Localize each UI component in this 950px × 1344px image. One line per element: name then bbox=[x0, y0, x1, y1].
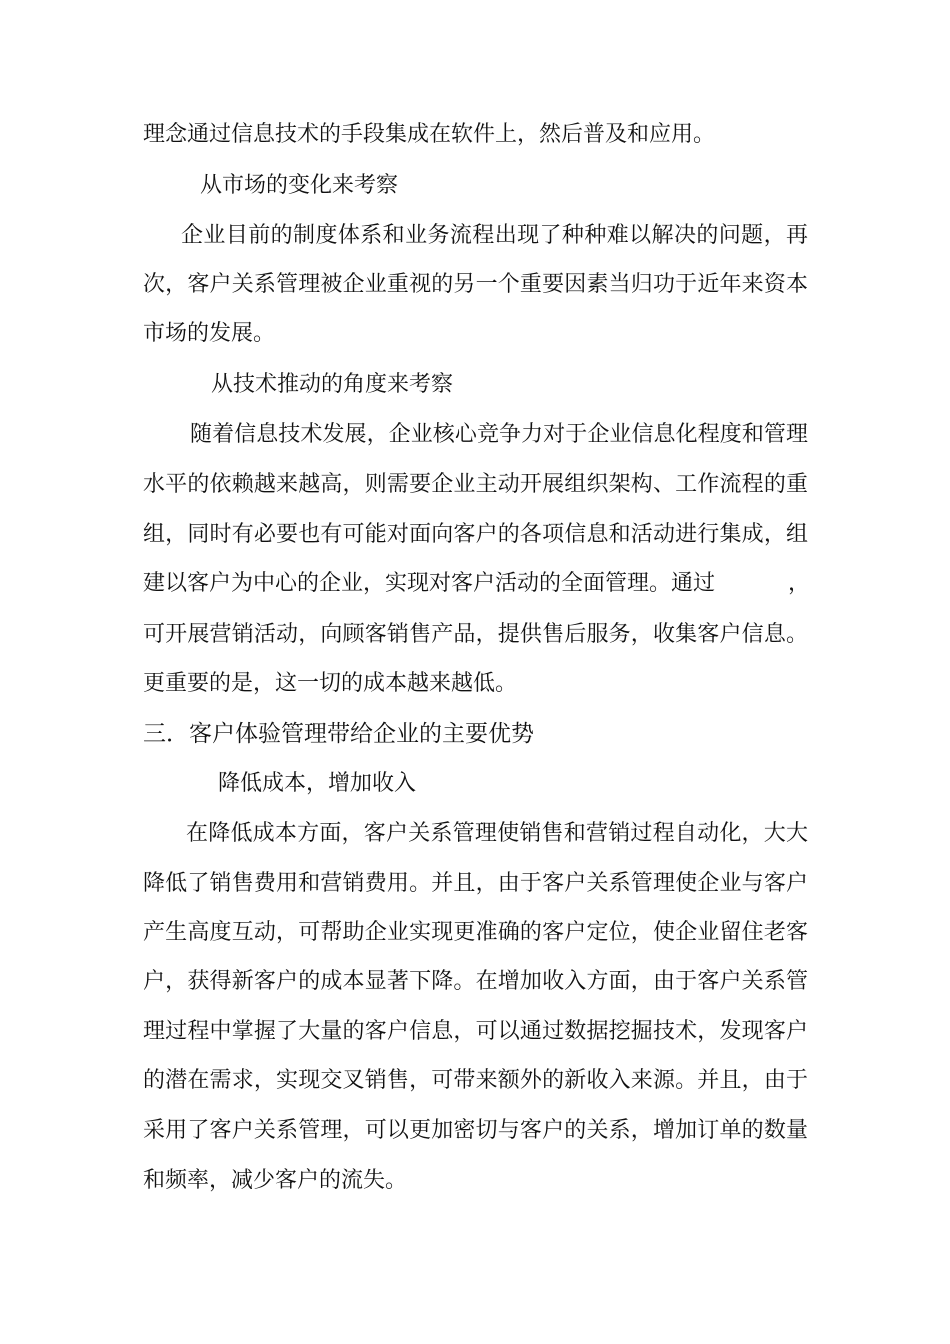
text-line: 更重要的是，这一切的成本越来越低。 bbox=[143, 671, 518, 696]
text-line: 采用了客户关系管理，可以更加密切与客户的关系，增加订单的数量 bbox=[143, 1118, 808, 1143]
text-line: 在降低成本方面，客户关系管理使销售和营销过程自动化，大大 bbox=[186, 821, 808, 846]
text-line: 的潜在需求，实现交叉销售，可带来额外的新收入来源。并且，由于 bbox=[143, 1068, 808, 1093]
subheading-market-change: 从市场的变化来考察 bbox=[200, 173, 399, 198]
text-line: 降低了销售费用和营销费用。并且，由于客户关系管理使企业与客户 bbox=[143, 871, 808, 896]
section-heading: 三．客户体验管理带给企业的主要优势 bbox=[143, 721, 534, 747]
text-line: 水平的依赖越来越高，则需要企业主动开展组织架构、工作流程的重 bbox=[143, 472, 808, 497]
text-line: 次，客户关系管理被企业重视的另一个重要因素当归功于近年来资本 bbox=[143, 272, 808, 297]
text-line: 随着信息技术发展，企业核心竞争力对于企业信息化程度和管理 bbox=[190, 422, 808, 447]
text-line: 可开展营销活动，向顾客销售产品，提供售后服务，收集客户信息。 bbox=[143, 622, 808, 647]
text-line: 理过程中掌握了大量的客户信息，可以通过数据挖掘技术，发现客户 bbox=[143, 1019, 808, 1044]
text-line: 建以客户为中心的企业，实现对客户活动的全面管理。通过 bbox=[143, 571, 716, 596]
subheading-technology-driven: 从技术推动的角度来考察 bbox=[211, 372, 454, 397]
text-line: 产生高度互动，可帮助企业实现更准确的客户定位，使企业留住老客 bbox=[143, 920, 808, 945]
text-line-trailing-comma: ， bbox=[788, 571, 811, 596]
text-line: 理念通过信息技术的手段集成在软件上，然后普及和应用。 bbox=[143, 122, 716, 147]
text-line: 企业目前的制度体系和业务流程出现了种种难以解决的问题，再 bbox=[181, 223, 808, 248]
text-line: 和频率，减少客户的流失。 bbox=[143, 1168, 408, 1193]
text-line: 户，获得新客户的成本显著下降。在增加收入方面，由于客户关系管 bbox=[143, 969, 808, 994]
text-line: 市场的发展。 bbox=[143, 321, 276, 346]
text-line: 组，同时有必要也有可能对面向客户的各项信息和活动进行集成，组 bbox=[143, 522, 808, 547]
subheading-reduce-cost: 降低成本，增加收入 bbox=[218, 771, 417, 796]
